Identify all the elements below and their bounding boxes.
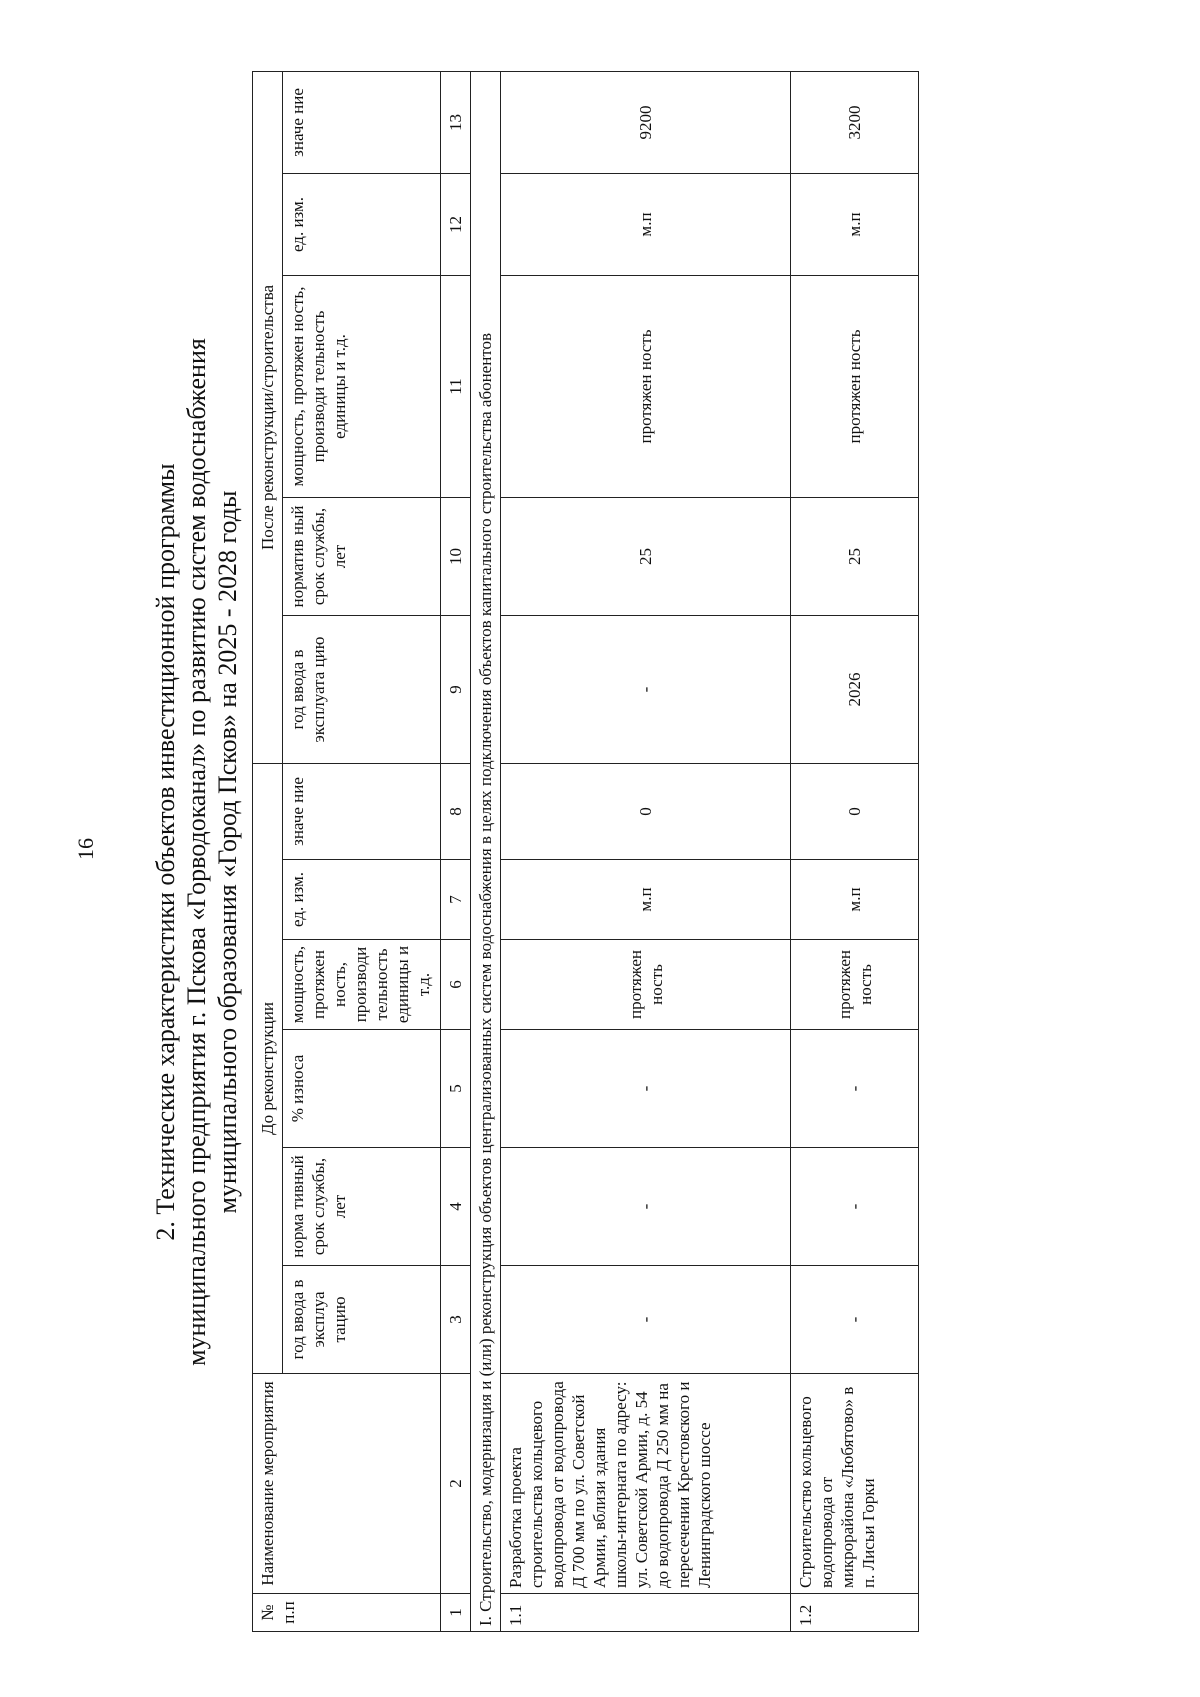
row-wear: - <box>501 1030 791 1148</box>
row-year-after: - <box>501 616 791 764</box>
header-name: Наименование мероприятия <box>253 1374 441 1594</box>
col-number: 13 <box>441 71 471 173</box>
header-capacity-after: мощность, протяжен ность, производи тельность единицы и т.д. <box>283 276 441 498</box>
header-after: После реконструкции/строительства <box>253 71 283 763</box>
col-number: 2 <box>441 1374 471 1594</box>
row-value-before: 0 <box>501 764 791 860</box>
page-number: 16 <box>73 838 98 860</box>
row-capacity-after: протяжен ность <box>501 276 791 498</box>
header-unit-after: ед. изм. <box>283 174 441 276</box>
row-unit-before: м.п <box>501 860 791 940</box>
row-unit-after: м.п <box>791 174 919 276</box>
row-name: Строительство кольцевого водопровода от микрорайона «Любятово» в п. Лисьи Горки <box>791 1374 919 1594</box>
row-value-after: 9200 <box>501 71 791 173</box>
header-before: До реконструкции <box>253 764 283 1374</box>
row-unit-before: м.п <box>791 860 919 940</box>
row-year-before: - <box>791 1266 919 1374</box>
header-norm-after: норматив ный срок службы, лет <box>283 498 441 616</box>
row-norm-before: - <box>791 1148 919 1266</box>
col-number: 9 <box>441 616 471 764</box>
col-number: 1 <box>441 1594 471 1632</box>
title-line-3: муниципального образования «Город Псков» на 2025 - 2028 годы <box>213 490 242 1214</box>
row-num: 1.1 <box>501 1594 791 1632</box>
row-capacity-after: протяжен ность <box>791 276 919 498</box>
col-number: 4 <box>441 1148 471 1266</box>
header-row-1 <box>253 71 283 1631</box>
row-capacity-before: протяжен ность <box>501 940 791 1030</box>
row-norm-after: 25 <box>501 498 791 616</box>
header-num: № п.п <box>253 1594 441 1632</box>
header-unit-before: ед. изм. <box>283 860 441 940</box>
table-row <box>791 71 919 1631</box>
row-num: 1.2 <box>791 1594 919 1632</box>
col-number: 5 <box>441 1030 471 1148</box>
col-number: 8 <box>441 764 471 860</box>
document-title <box>150 72 245 1632</box>
header-year-before: год ввода в эксплуа тацию <box>283 1266 441 1374</box>
header-year-after: год ввода в эксплуата цию <box>283 616 441 764</box>
row-value-before: 0 <box>791 764 919 860</box>
characteristics-table <box>252 71 919 1632</box>
row-unit-after: м.п <box>501 174 791 276</box>
table-row <box>501 71 791 1631</box>
col-number: 12 <box>441 174 471 276</box>
row-name: Разработка проекта строительства кольцевого водопровода от водопровода Д 700 мм по ул. Советской Армии, вблизи здания школы-интерната по адресу: ул. Советской Армии, д. 54 до водопровода Д 250 мм на пересечении Крестовского и Ленинградского шоссе <box>501 1374 791 1594</box>
title-line-1: 2. Технические характеристики объектов инвестиционной программы <box>151 463 180 1241</box>
section-row <box>471 71 501 1631</box>
row-year-after: 2026 <box>791 616 919 764</box>
section-title: I. Строительство, модернизация и (или) реконструкция объектов централизованных систем водоснабжения в целях подключения объектов капитального строительства абонентов <box>471 71 501 1631</box>
column-number-row <box>441 71 471 1631</box>
row-capacity-before: протяжен ность <box>791 940 919 1030</box>
header-norm-before: норма тивный срок службы, лет <box>283 1148 441 1266</box>
header-value-after: значе ние <box>283 71 441 173</box>
col-number: 10 <box>441 498 471 616</box>
row-norm-before: - <box>501 1148 791 1266</box>
col-number: 11 <box>441 276 471 498</box>
col-number: 3 <box>441 1266 471 1374</box>
rotated-page-content <box>150 72 1110 1632</box>
row-norm-after: 25 <box>791 498 919 616</box>
title-line-2: муниципального предприятия г. Пскова «Горводоканал» по развитию систем водоснабжения <box>182 338 211 1366</box>
header-wear: % износа <box>283 1030 441 1148</box>
row-value-after: 3200 <box>791 71 919 173</box>
col-number: 7 <box>441 860 471 940</box>
col-number: 6 <box>441 940 471 1030</box>
row-wear: - <box>791 1030 919 1148</box>
header-value-before: значе ние <box>283 764 441 860</box>
header-capacity-before: мощность, протяжен ность, производи тельность единицы и т.д. <box>283 940 441 1030</box>
row-year-before: - <box>501 1266 791 1374</box>
